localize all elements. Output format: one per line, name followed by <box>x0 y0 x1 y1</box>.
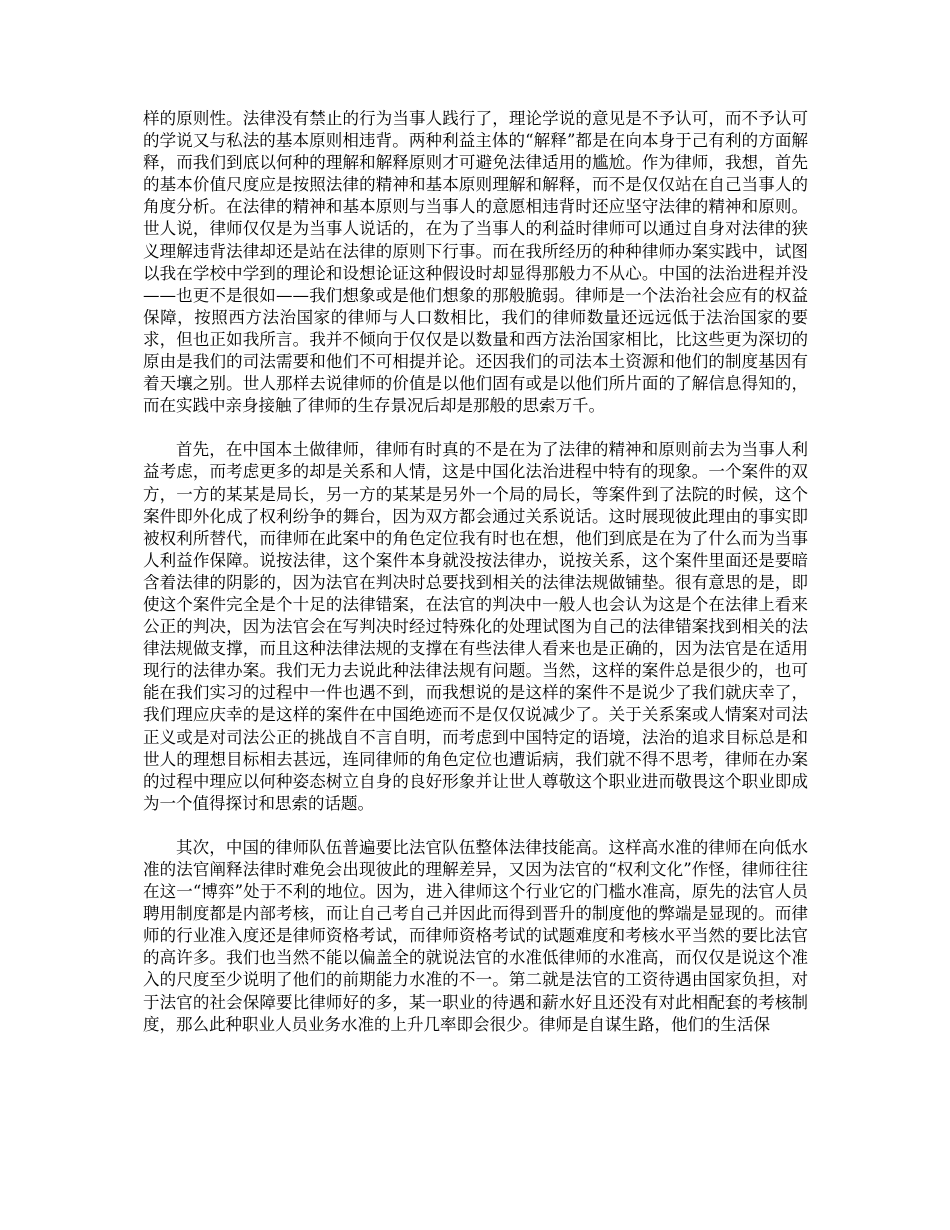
paragraph-gap <box>143 815 808 837</box>
document-page <box>143 108 808 1036</box>
paragraph-1: 样的原则性。法律没有禁止的行为当事人践行了，理论学说的意见是不予认可，而不予认可的学说又与私法的基本原则相违背。两种利益主体的“解释”都是在向本身于己有利的方面解释，而我们到底以何种的理解和解释原则才可避免法律适用的尴尬。作为律师，我想，首先的基本价值尺度应是按照法律的精神和基本原则理解和解释，而不是仅仅站在自己当事人的角度分析。在法律的精神和基本原则与当事人的意愿相违背时还应坚守法律的精神和原则。世人说，律师仅仅是为当事人说话的，在为了当事人的利益时律师可以通过自身对法律的狭义理解违背法律却还是站在法律的原则下行事。而在我所经历的种种律师办案实践中，试图以我在学校中学到的理论和设想论证这种假设时却显得那般力不从心。中国的法治进程并没——也更不是很如——我们想象或是他们想象的那般脆弱。律师是一个法治社会应有的权益保障，按照西方法治国家的律师与人口数相比，我们的律师数量还远远低于法治国家的要求，但也正如我所言。我并不倾向于仅仅是以数量和西方法治国家相比，比这些更为深切的原由是我们的司法需要和他们不可相提并论。还因我们的司法本土资源和他们的制度基因有着天壤之别。世人那样去说律师的价值是以他们固有或是以他们所片面的了解信息得知的，而在实践中亲身接触了律师的生存景况后却是那般的思索万千。 <box>143 109 808 416</box>
paragraph-gap <box>143 417 808 439</box>
paragraph-3: 其次，中国的律师队伍普遍要比法官队伍整体法律技能高。这样高水准的律师在向低水准的法官阐释法律时难免会出现彼此的理解差异，又因为法官的“权利文化”作怪，律师往往在这一“博弈”处于不利的地位。因为，进入律师这个行业它的门槛水准高，原先的法官人员聘用制度都是内部考核，而让自己考自己并因此而得到晋升的制度他的弊端是显现的。而律师的行业准入度还是律师资格考试，而律师资格考试的试题难度和考核水平当然的要比法官的高许多。我们也当然不能以偏盖全的就说法官的水准低律师的水准高，而仅仅是说这个准入的尺度至少说明了他们的前期能力水准的不一。第二就是法官的工资待遇由国家负担，对于法官的社会保障要比律师好的多，某一职业的待遇和薪水好且还没有对此相配套的考核制度，那么此种职业人员业务水准的上升几率即会很少。律师是自谋生路，他们的生活保 <box>143 837 808 1034</box>
paragraph-2: 首先，在中国本土做律师，律师有时真的不是在为了法律的精神和原则前去为当事人利益考虑，而考虑更多的却是关系和人情，这是中国化法治进程中特有的现象。一个案件的双方，一方的某某是局长，另一方的某某是另外一个局的局长，等案件到了法院的时候，这个案件即外化成了权利纷争的舞台，因为双方都会通过关系说话。这时展现彼此理由的事实即被权利所替代，而律师在此案中的角色定位我有时也在想，他们到底是在为了什么而为当事人利益作保障。说按法律，这个案件本身就没按法律办，说按关系，这个案件里面还是要暗含着法律的阴影的，因为法官在判决时总要找到相关的法律法规做铺垫。很有意思的是，即使这个案件完全是个十足的法律错案，在法官的判决中一般人也会认为这是个在法律上看来公正的判决，因为法官会在写判决时经过特殊化的处理试图为自己的法律错案找到相关的法律法规做支撑，而且这种法律法规的支撑在有些法律人看来也是正确的，因为法官是在适用现行的法律办案。我们无力去说此种法律法规有问题。当然，这样的案件总是很少的，也可能在我们实习的过程中一件也遇不到，而我想说的是这样的案件不是说少了我们就庆幸了，我们理应庆幸的是这样的案件在中国绝迹而不是仅仅说减少了。关于关系案或人情案对司法正义或是对司法公正的挑战自不言自明，而考虑到中国特定的语境，法治的追求目标总是和世人的理想目标相去甚远，连同律师的角色定位也遭诟病，我们就不得不思考，律师在办案的过程中理应以何种姿态树立自身的良好形象并让世人尊敬这个职业进而敬畏这个职业即成为一个值得探讨和思索的话题。 <box>143 440 808 813</box>
